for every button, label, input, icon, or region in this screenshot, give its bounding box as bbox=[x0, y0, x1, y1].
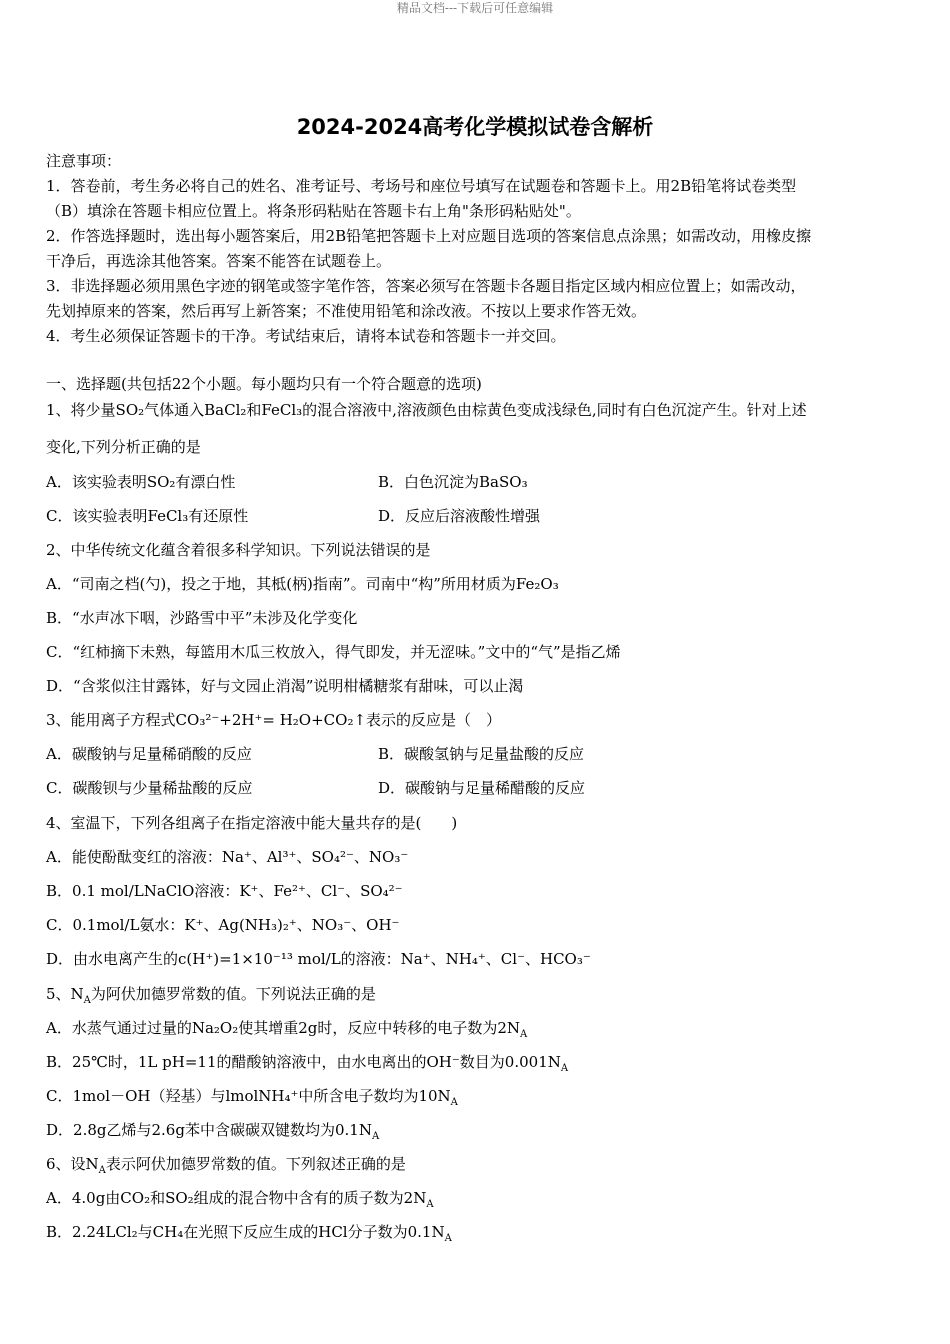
notice-line-4: 干净后，再选涂其他答案。答案不能答在试题卷上。 bbox=[46, 252, 392, 270]
q3-option-d: D．碳酸钠与足量稀醋酸的反应 bbox=[378, 779, 586, 797]
q3-stem: 3、能用离子方程式CO₃²⁻+2H⁺= H₂O+CO₂↑表示的反应是（ ） bbox=[46, 711, 502, 729]
q2-option-a: A．“司南之档(勺)，投之于地，其柢(柄)指南”。司南中“构”所用材质为Fe₂O₃ bbox=[46, 575, 559, 593]
notice-line-6: 先划掉原来的答案，然后再写上新答案；不准使用铅笔和涂改液。不按以上要求作答无效。 bbox=[46, 302, 647, 320]
q1-stem-line1: 1、将少量SO₂气体通入BaCl₂和FeCl₃的混合溶液中,溶液颜色由棕黄色变成浅绿色,同时有白色沉淀产生。针对上述 bbox=[46, 401, 807, 419]
notice-heading: 注意事项： bbox=[46, 152, 122, 170]
q3-option-a: A．碳酸钠与足量稀硝酸的反应 bbox=[46, 745, 252, 763]
q1-option-b: B．白色沉淀为BaSO₃ bbox=[378, 473, 528, 491]
q6-stem: 6、设$N_A$表示阿伏加德罗常数的值。下列叙述正确的是 bbox=[46, 1155, 406, 1176]
q4-stem: 4、室温下，下列各组离子在指定溶液中能大量共存的是( ) bbox=[46, 814, 458, 832]
q4-option-b: B．0.1 mol/LNaClO溶液：K⁺、Fe²⁺、Cl⁻、SO₄²⁻ bbox=[46, 882, 403, 900]
q5-stem: 5、$N_A$为阿伏加德罗常数的值。下列说法正确的是 bbox=[46, 985, 376, 1006]
q2-option-d: D．“含浆似注甘露钵，好与文园止消渴”说明柑橘糖浆有甜味，可以止渴 bbox=[46, 677, 524, 695]
section-heading: 一、选择题(共包括22个小题。每小题均只有一个符合题意的选项) bbox=[46, 375, 482, 393]
q1-option-a: A．该实验表明SO₂有漂白性 bbox=[46, 473, 236, 491]
q4-option-a: A．能使酚酞变红的溶液：Na⁺、Al³⁺、SO₄²⁻、NO₃⁻ bbox=[46, 848, 409, 866]
q2-option-b: B．“水声冰下咽，沙路雪中平”未涉及化学变化 bbox=[46, 609, 358, 627]
q6-option-b: B．2.24LCl₂与CH₄在光照下反应生成的HCl分子数为$0.1N_A$ bbox=[46, 1223, 452, 1244]
q5-option-b: B．25℃时，1L pH=11的醋酸钠溶液中，由水电离出的OH⁻数目为$0.001N_A$ bbox=[46, 1053, 569, 1074]
q1-option-c: C．该实验表明FeCl₃有还原性 bbox=[46, 507, 249, 525]
document-title: 2024-2024高考化学模拟试卷含解析 bbox=[296, 115, 654, 139]
q1-option-d: D．反应后溶液酸性增强 bbox=[378, 507, 541, 525]
notice-line-1: 1．答卷前，考生务必将自己的姓名、准考证号、考场号和座位号填写在试题卷和答题卡上。用2B铅笔将试卷类型 bbox=[46, 177, 797, 195]
notice-line-3: 2．作答选择题时，选出每小题答案后，用2B铅笔把答题卡上对应题目选项的答案信息点涂黑；如需改动，用橡皮擦 bbox=[46, 227, 812, 245]
q4-option-d: D．由水电离产生的c(H⁺)=1×10⁻¹³ mol/L的溶液：Na⁺、NH₄⁺、Cl⁻、HCO₃⁻ bbox=[46, 950, 591, 968]
page-header-note: 精品文档---下载后可任意编辑 bbox=[396, 1, 554, 15]
q2-stem: 2、中华传统文化蕴含着很多科学知识。下列说法错误的是 bbox=[46, 541, 431, 559]
q5-option-d: D．2.8g乙烯与2.6g苯中含碳碳双键数均为$0.1N_A$ bbox=[46, 1121, 380, 1142]
q1-stem-line2: 变化,下列分析正确的是 bbox=[46, 438, 201, 456]
notice-line-5: 3．非选择题必须用黑色字迹的钢笔或签字笔作答，答案必须写在答题卡各题目指定区域内相应位置上；如需改动， bbox=[46, 277, 806, 295]
q5-option-a: A．水蒸气通过过量的Na₂O₂使其增重2g时，反应中转移的电子数为$2N_A$ bbox=[46, 1019, 528, 1040]
notice-line-7: 4．考生必须保证答题卡的干净。考试结束后，请将本试卷和答题卡一并交回。 bbox=[46, 327, 566, 345]
notice-line-2: （B）填涂在答题卡相应位置上。将条形码粘贴在答题卡右上角"条形码粘贴处"。 bbox=[46, 202, 581, 220]
q3-option-c: C．碳酸钡与少量稀盐酸的反应 bbox=[46, 779, 253, 797]
q5-option-c: C．1mol－OH（羟基）与lmolNH₄⁺中所含电子数均为$10N_A$ bbox=[46, 1087, 458, 1108]
q2-option-c: C．“红柿摘下未熟，每篮用木瓜三枚放入，得气即发，并无涩味。”文中的“气”是指乙烯 bbox=[46, 643, 621, 661]
q6-option-a: A．4.0g由CO₂和SO₂组成的混合物中含有的质子数为$2N_A$ bbox=[46, 1189, 434, 1210]
q4-option-c: C．0.1mol/L氨水：K⁺、Ag(NH₃)₂⁺、NO₃⁻、OH⁻ bbox=[46, 916, 400, 934]
q3-option-b: B．碳酸氢钠与足量盐酸的反应 bbox=[378, 745, 585, 763]
